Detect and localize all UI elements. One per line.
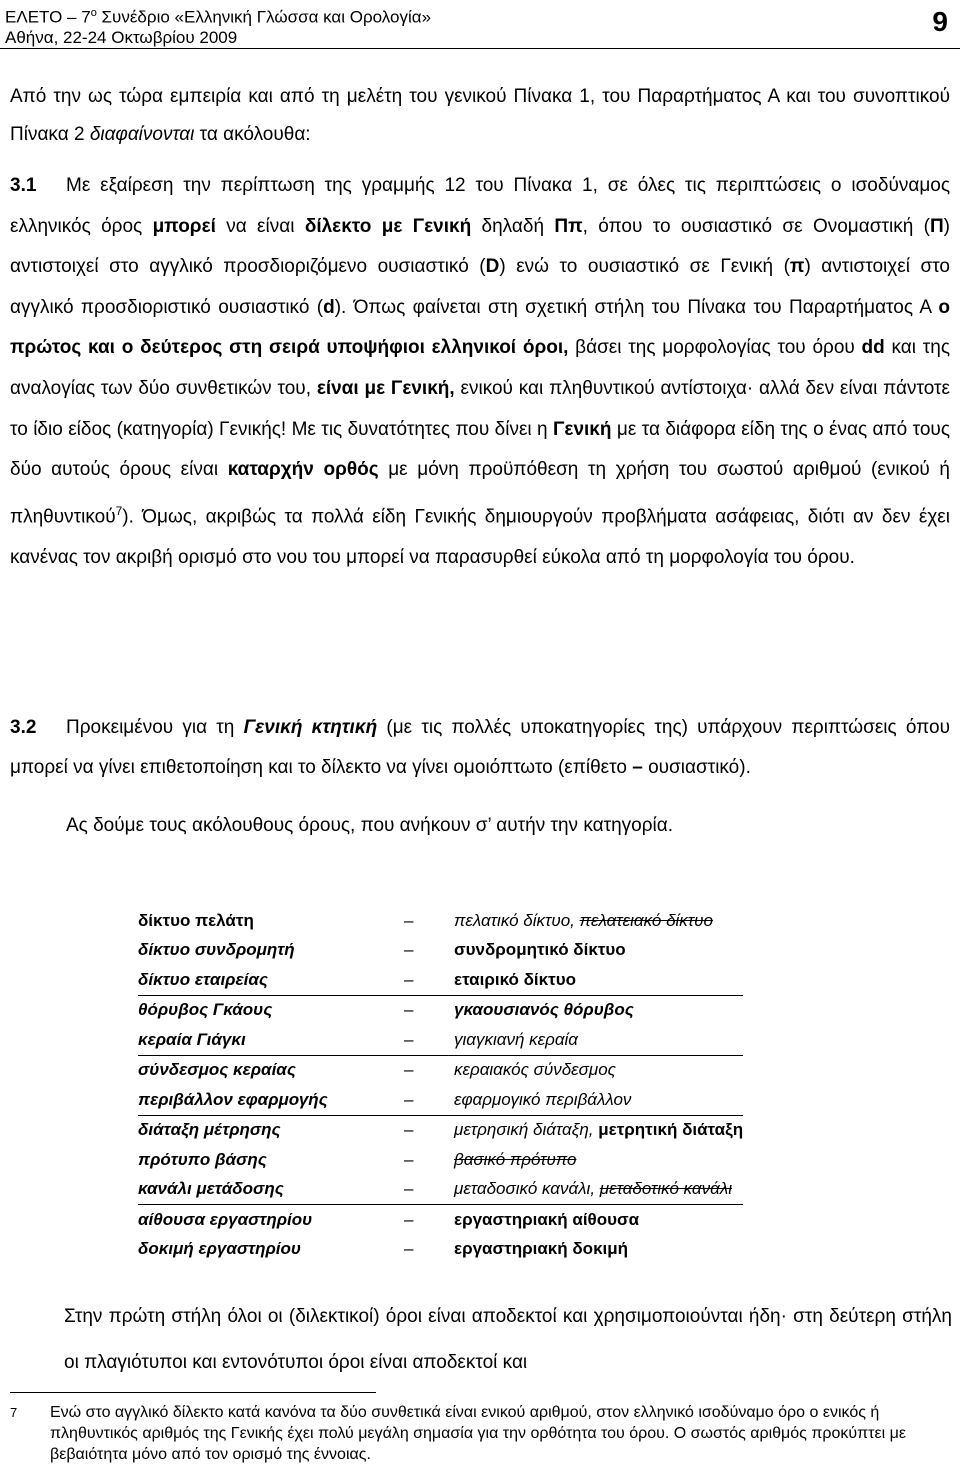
text: να είναι <box>215 215 305 237</box>
term-right: γκαουσιανός θόρυβος <box>454 1000 634 1020</box>
term-right: γιαγκιανή κεραία <box>454 1029 578 1049</box>
conference-date: Αθήνα, 22-24 Οκτωβρίου 2009 <box>5 27 238 47</box>
term-right: μετρησική διάταξη, <box>454 1120 599 1140</box>
term-left: δοκιμή εργαστηρίου <box>138 1239 301 1259</box>
intro-text: Από την ως τώρα εμπειρία και από τη μελέτη του γενικού Πίνακα 1, του Παραρτήματος Α και του συνοπτικού Πίνακα 2 <box>10 86 950 145</box>
term-right-struck: μεταδοτικό κανάλι <box>599 1179 732 1199</box>
bold-term: δίλεκτο με Γενική <box>304 215 472 237</box>
dash: – <box>632 757 643 778</box>
term-dash: – <box>404 1115 454 1145</box>
term-dash: – <box>404 940 414 960</box>
text: δηλαδή <box>471 215 555 237</box>
bold-phrase: καταρχήν ορθός <box>227 459 379 481</box>
term-right: συνδρομητικό δίκτυο <box>454 940 626 960</box>
header-divider <box>0 48 960 49</box>
bold-term: d <box>323 296 335 318</box>
term-dash: – <box>404 995 454 1025</box>
term-right: εταιρικό δίκτυο <box>454 969 576 989</box>
bold-term: Γενική <box>553 418 612 440</box>
bold-term: Π <box>929 215 944 237</box>
closing-text: Στην πρώτη στήλη όλοι οι (διλεκτικοί) όροι είναι αποδεκτοί και χρησιμοποιούνται ήδη· στη δεύτερη στήλη οι πλαγιότυποι και εντονότυποι όροι είναι αποδεκτοί και <box>64 1306 952 1373</box>
text: ουσιαστικό). <box>642 757 751 778</box>
text: , όπου το ουσιαστικό σε Ονομαστική ( <box>582 215 930 237</box>
text: Με εξαίρεση την περίπτωση της γραμμής 12 του Πίνακα 1, σε όλες τις περιπτώσεις ο ισοδύναμος ελληνικός όρος <box>10 175 950 237</box>
table-row <box>138 965 743 995</box>
bold-term: D <box>485 256 500 278</box>
text: (με τις πολλές υποκατηγορίες της) υπάρχουν περιπτώσεις όπου μπορεί να γίνει επιθετοποίηση και το δίλεκτο να γίνει ομοιόπτωτο (επίθετο <box>10 717 950 778</box>
term-dash: – <box>404 1179 414 1199</box>
term-left: δίκτυο συνδρομητή <box>138 940 295 960</box>
table-row <box>138 906 743 936</box>
term-dash: – <box>404 1239 414 1259</box>
conference-title-post: Συνέδριο «Ελληνική Γλώσσα και Ορολογία» <box>96 7 432 27</box>
text: Προκειμένου για τη <box>66 717 244 738</box>
term-dash: – <box>404 1055 454 1085</box>
table-row <box>138 1055 743 1085</box>
closing-paragraph <box>64 1294 952 1386</box>
term-dash: – <box>404 1205 454 1235</box>
term-right: εργαστηριακή δοκιμή <box>454 1239 629 1259</box>
term-left: σύνδεσμος κεραίας <box>138 1060 296 1080</box>
intro-emphasis: διαφαίνονται <box>89 124 195 145</box>
conference-title-pre: ΕΛΕΤΟ – 7 <box>5 7 91 27</box>
term-left: δίκτυο εταιρείας <box>138 969 268 989</box>
text: ) αντιστοιχεί στο αγγλικό προσδιοριζόμενο ουσιαστικό ( <box>10 215 950 278</box>
text: με τα διάφορα είδη της ο ένας από τους δύο αυτούς όρους είναι <box>10 418 950 481</box>
term-right-bold: μετρητική διάταξη <box>598 1120 744 1140</box>
text: και της αναλογίας των δύο συνθετικών του, <box>10 337 950 399</box>
footnote-ref: 7 <box>115 503 123 518</box>
intro-paragraph <box>10 78 950 154</box>
bold-phrase: ο πρώτος και ο δεύτερος στη σειρά υποψήφιοι ελληνικοί όροι, <box>10 296 950 359</box>
table-row <box>138 1145 743 1175</box>
footnote <box>10 1402 955 1465</box>
table-row <box>138 1115 743 1145</box>
term-dash: – <box>404 1029 414 1049</box>
term-left: αίθουσα εργαστηρίου <box>138 1209 313 1229</box>
term-left: θόρυβος Γκάους <box>138 1000 273 1020</box>
term-right: πελατικό δίκτυο, <box>454 910 580 930</box>
term-left: κανάλι μετάδοσης <box>138 1179 284 1199</box>
table-row <box>138 1085 743 1115</box>
bold-italic-term: Γενική κτητική <box>243 717 378 738</box>
term-right: εφαρμογικό περιβάλλον <box>454 1089 632 1109</box>
term-left: περιβάλλον εφαρμογής <box>138 1089 328 1109</box>
term-dash: – <box>404 910 414 930</box>
term-left: κεραία Γιάγκι <box>138 1029 246 1049</box>
conference-title <box>5 3 431 28</box>
bold-term: dd <box>861 337 885 359</box>
text: με μόνη προϋπόθεση τη χρήση του σωστού αριθμού (ενικού ή πληθυντικού <box>10 459 950 528</box>
term-right: εργαστηριακή αίθουσα <box>454 1209 640 1229</box>
intro-text-end: τα ακόλουθα: <box>194 124 311 145</box>
footnote-divider <box>10 1392 376 1393</box>
section-3-2 <box>10 708 950 846</box>
text: ) αντιστοιχεί στο αγγλικό προσδιοριστικό ουσιαστικό ( <box>10 256 950 318</box>
text: βάσει της μορφολογίας του όρου <box>568 337 862 359</box>
term-left: δίκτυο πελάτη <box>138 910 254 930</box>
bold-term: π <box>789 256 805 278</box>
page-number: 9 <box>932 6 948 37</box>
term-right: κεραιακός σύνδεσμος <box>454 1060 616 1080</box>
term-right: μεταδοσικό κανάλι, <box>454 1179 600 1199</box>
term-dash: – <box>404 1149 414 1169</box>
term-right-struck: βασικό πρότυπο <box>454 1149 577 1169</box>
section-number: 3.1 <box>10 175 37 196</box>
table-row <box>138 1175 743 1205</box>
text: ). Όπως φαίνεται στη σχετική στήλη του Πίνακα του Παραρτήματος Α <box>334 296 939 318</box>
table-row <box>138 1025 743 1055</box>
running-header <box>5 3 431 48</box>
bold-phrase: είναι με Γενική, <box>316 377 455 399</box>
bold-term: Ππ <box>554 215 583 237</box>
terms-table <box>138 906 743 1264</box>
bold-term: μπορεί <box>152 215 216 237</box>
table-row <box>138 936 743 966</box>
term-right-struck: πελατειακό δίκτυο <box>579 910 713 930</box>
table-row <box>138 995 743 1025</box>
term-left: πρότυπο βάσης <box>138 1149 267 1169</box>
text: ). Όμως, ακριβώς τα πολλά είδη Γενικής δημιουργούν προβλήματα ασάφειας, διότι αν δεν έχει κανένας τον ακριβή ορισμό στο νου του μπορεί να παρασυρθεί εύκολα από τη μορφολογία του όρου. <box>10 506 950 568</box>
section-3-2-followup: Ας δούμε τους ακόλουθους όρους, που ανήκουν σ’ αυτήν την κατηγορία. <box>66 815 674 836</box>
table-row <box>138 1235 743 1265</box>
section-number: 3.2 <box>10 717 37 738</box>
footnote-text: Ενώ στο αγγλικό δίλεκτο κατά κανόνα τα δύο συνθετικά είναι ενικού αριθμού, στον ελληνικό ισοδύναμο όρο ο ενικός ή πληθυντικός αριθμός της Γενικής έχει πολύ μεγάλη σημασία για την ορθότητα του όρου. Ο σωστός αριθμός προκύπτει με βεβαιότητα μόνο από τον ορισμό της έννοιας. <box>50 1404 906 1463</box>
ordinal-sup: ο <box>90 7 97 19</box>
text: ενικού και πληθυντικού αντίστοιχα· αλλά δεν είναι πάντοτε το ίδιο είδος (κατηγορία) Γενικής! Με τις δυνατότητες που δίνει η <box>10 377 950 440</box>
section-3-1 <box>10 166 950 578</box>
text: ) ενώ το ουσιαστικό σε Γενική ( <box>499 256 790 278</box>
term-left: διάταξη μέτρησης <box>138 1120 281 1140</box>
footnote-mark: 7 <box>10 1405 18 1420</box>
table-row <box>138 1205 743 1235</box>
term-dash: – <box>404 1089 414 1109</box>
term-dash: – <box>404 969 414 989</box>
